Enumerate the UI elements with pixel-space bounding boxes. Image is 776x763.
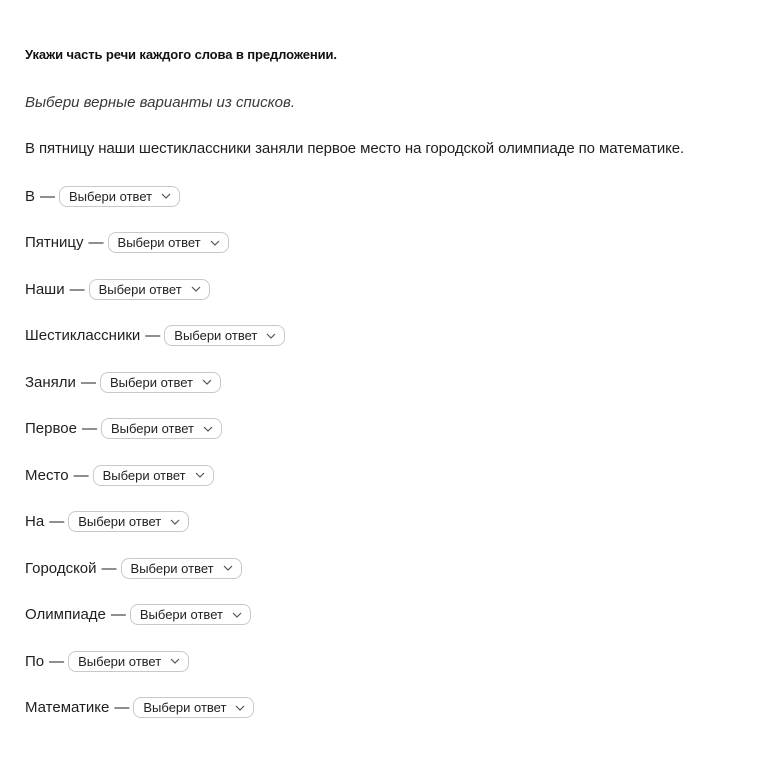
chevron-down-icon	[210, 240, 220, 246]
dash: —	[49, 652, 65, 670]
dropdown-label: Выбери ответ	[117, 235, 201, 250]
word-label: Место	[25, 466, 69, 484]
answer-row	[25, 463, 285, 487]
answer-row	[25, 417, 285, 441]
answer-dropdown[interactable]	[164, 325, 285, 346]
word-label: Шестиклассники	[25, 327, 141, 344]
answer-row	[25, 231, 285, 255]
dash: —	[110, 606, 126, 623]
dropdown-label: Выбери ответ	[69, 188, 153, 204]
dropdown-label: Выбери ответ	[109, 374, 194, 390]
answer-row	[25, 603, 285, 627]
dash: —	[69, 280, 85, 298]
answer-dropdown[interactable]	[68, 511, 189, 532]
answer-dropdown[interactable]	[108, 232, 229, 253]
answer-dropdown[interactable]	[133, 697, 254, 718]
chevron-down-icon	[191, 286, 201, 292]
dropdown-label: Выбери ответ	[78, 653, 162, 669]
word-label: Олимпиаде	[25, 606, 106, 623]
word-label: По	[25, 652, 45, 670]
dash: —	[80, 373, 96, 391]
task-title: Укажи часть речи каждого слова в предложении.	[25, 47, 337, 62]
chevron-down-icon	[223, 565, 233, 571]
dropdown-label: Выбери ответ	[110, 421, 195, 436]
dropdown-label: Выбери ответ	[98, 281, 182, 297]
dropdown-label: Выбери ответ	[78, 514, 162, 529]
answer-row	[25, 370, 285, 394]
word-label: Первое	[25, 420, 77, 437]
dash: —	[40, 187, 56, 205]
answer-dropdown[interactable]	[130, 604, 251, 625]
word-label: В	[25, 187, 36, 205]
dropdown-label: Выбери ответ	[174, 328, 258, 343]
dropdown-label: Выбери ответ	[143, 700, 227, 715]
answer-row	[25, 324, 285, 348]
answer-row	[25, 510, 285, 534]
answer-row	[25, 649, 285, 673]
chevron-down-icon	[161, 193, 171, 199]
answer-row	[25, 556, 285, 580]
dash: —	[101, 559, 117, 577]
dash: —	[73, 466, 89, 484]
answer-dropdown[interactable]	[89, 279, 210, 300]
chevron-down-icon	[232, 612, 242, 618]
answer-dropdown[interactable]	[121, 558, 242, 579]
task-hint: Выбери верные варианты из списков.	[25, 94, 295, 111]
word-label: На	[25, 513, 45, 530]
chevron-down-icon	[203, 426, 213, 432]
answer-dropdown[interactable]	[93, 465, 214, 486]
answer-row	[25, 696, 285, 720]
chevron-down-icon	[195, 472, 205, 478]
answer-dropdown[interactable]	[100, 372, 221, 393]
dash: —	[49, 513, 65, 530]
chevron-down-icon	[170, 658, 180, 664]
answer-rows	[25, 184, 285, 742]
dropdown-label: Выбери ответ	[130, 560, 214, 576]
answer-dropdown[interactable]	[101, 418, 222, 439]
dash: —	[145, 327, 161, 344]
word-label: Городской	[25, 559, 97, 577]
answer-dropdown[interactable]	[59, 186, 180, 207]
word-label: Математике	[25, 699, 110, 716]
answer-row	[25, 277, 285, 301]
word-label: Заняли	[25, 373, 76, 391]
chevron-down-icon	[235, 705, 245, 711]
task-sentence: В пятницу наши шестиклассники заняли первое место на городской олимпиаде по математике.	[25, 140, 685, 157]
word-label: Пятницу	[25, 234, 84, 251]
dropdown-label: Выбери ответ	[102, 467, 186, 483]
chevron-down-icon	[202, 379, 212, 385]
chevron-down-icon	[170, 519, 180, 525]
dash: —	[114, 699, 130, 716]
dash: —	[88, 234, 104, 251]
answer-dropdown[interactable]	[68, 651, 189, 672]
chevron-down-icon	[266, 333, 276, 339]
dash: —	[81, 420, 97, 437]
dropdown-label: Выбери ответ	[139, 607, 223, 622]
answer-row	[25, 184, 285, 208]
word-label: Наши	[25, 280, 65, 298]
